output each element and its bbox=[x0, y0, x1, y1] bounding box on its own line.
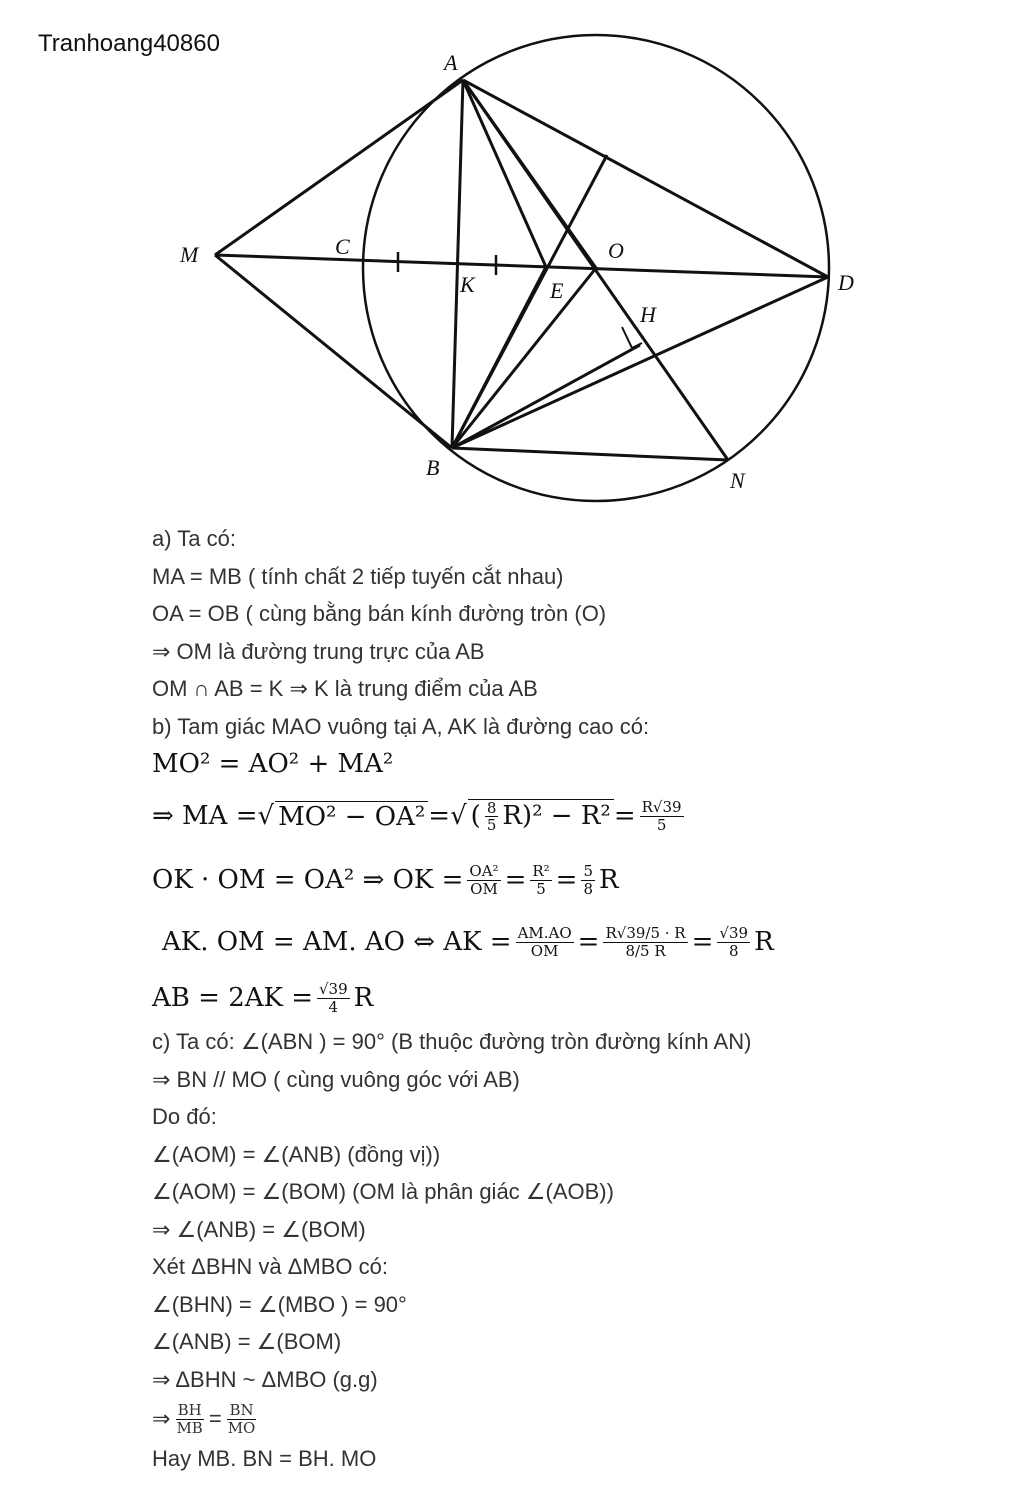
frac-num: 8 bbox=[486, 798, 497, 817]
fraction bbox=[516, 925, 574, 959]
equation-ma: ⇒ MA = √ MO² − OA² = √ ( $\frac{8}{5}$ R)² − R² = $\frac{R√39}{5}$ bbox=[152, 798, 682, 834]
fraction bbox=[226, 1402, 258, 1436]
frac-den: 4 bbox=[328, 997, 339, 1016]
equation-part: = bbox=[428, 801, 451, 831]
equation-part: = bbox=[577, 927, 600, 957]
frac-den: 8 bbox=[583, 879, 594, 898]
equation-text: MO² = AO² + MA² bbox=[152, 749, 394, 779]
frac-num: 5 bbox=[583, 862, 594, 880]
fraction bbox=[603, 925, 687, 959]
text-line: a) Ta có: bbox=[152, 526, 236, 551]
equation-part: OK · OM = OA² ⇒ OK = bbox=[152, 865, 464, 895]
segment-ma bbox=[215, 80, 463, 255]
frac-num: AM.AO bbox=[517, 924, 572, 942]
segment-mb bbox=[215, 255, 452, 448]
equation-part: = bbox=[691, 927, 714, 957]
frac-num: R√39 bbox=[641, 798, 682, 816]
text-line: ∠(AOM) = ∠(BOM) (OM là phân giác ∠(AOB)) bbox=[152, 1179, 614, 1204]
text-line: ∠(AOM) = ∠(ANB) (đồng vị)) bbox=[152, 1141, 441, 1167]
text-line: ⇒ OM là đường trung trực của AB bbox=[152, 638, 485, 664]
frac-num: BN bbox=[229, 1401, 254, 1419]
frac-den: 5 bbox=[536, 879, 546, 898]
equation-part: R bbox=[599, 865, 619, 895]
frac-den: OM bbox=[530, 941, 559, 960]
label-n: N bbox=[730, 468, 745, 493]
equation-part: AB = 2AK = bbox=[152, 983, 313, 1013]
label-e: E bbox=[550, 278, 564, 303]
frac-den: MO bbox=[227, 1418, 256, 1437]
equation-ak bbox=[162, 911, 912, 973]
frac-den: OM bbox=[470, 879, 498, 898]
text-line: c) Ta có: ∠(ABN ) = 90° (B thuộc đường tròn đường kính AN) bbox=[152, 1029, 752, 1054]
segment-md bbox=[215, 255, 828, 277]
label-h: H bbox=[640, 302, 656, 327]
text-line: MA = MB ( tính chất 2 tiếp tuyến cắt nhau) bbox=[152, 563, 564, 589]
text-line: ⇒ ∠(ANB) = ∠(BOM) bbox=[152, 1216, 366, 1242]
equation-part: R)² − R² bbox=[502, 800, 611, 831]
frac-num: R² bbox=[532, 862, 550, 880]
equation-part: R bbox=[353, 983, 374, 1013]
fraction bbox=[317, 981, 350, 1015]
equation-ab bbox=[152, 973, 912, 1023]
equation-part: ⇒ bbox=[152, 1406, 171, 1432]
frac-den: 8/5 R bbox=[625, 941, 666, 960]
equation-mo bbox=[152, 745, 912, 783]
frac-num: BH bbox=[177, 1401, 202, 1419]
equation-part: R bbox=[754, 927, 774, 957]
label-a: A bbox=[444, 50, 458, 75]
segment-ad bbox=[463, 80, 828, 277]
equation-part: ( bbox=[470, 800, 481, 831]
text-line: ⇒ BN // MO ( cùng vuông góc với AB) bbox=[152, 1066, 520, 1092]
text-line: b) Tam giác MAO vuông tại A, AK là đường cao có: bbox=[152, 713, 650, 739]
equation-part: ⇒ MA = bbox=[152, 801, 258, 831]
label-k: K bbox=[460, 272, 475, 297]
text-line: ∠(BHN) = ∠(MBO ) = 90° bbox=[152, 1291, 407, 1317]
equation-part: = bbox=[555, 865, 578, 895]
equation-ratio bbox=[152, 1398, 912, 1440]
fraction bbox=[174, 1402, 204, 1436]
segment-bn bbox=[452, 448, 728, 460]
frac-den: 5 bbox=[486, 816, 497, 834]
equation-part: = bbox=[504, 865, 527, 895]
fraction bbox=[485, 800, 499, 834]
equation-part: = bbox=[208, 1406, 222, 1432]
fraction bbox=[467, 863, 500, 897]
fraction bbox=[530, 863, 551, 897]
frac-den: 5 bbox=[656, 815, 667, 834]
sqrt-content bbox=[468, 799, 614, 834]
label-o: O bbox=[608, 238, 624, 263]
text-line: Hay MB. BN = BH. MO bbox=[152, 1446, 377, 1471]
label-b: B bbox=[426, 455, 440, 480]
frac-num: R√39/5 · R bbox=[605, 924, 686, 942]
equation-ok bbox=[152, 849, 912, 911]
label-c: C bbox=[335, 234, 350, 259]
fraction bbox=[717, 925, 750, 959]
frac-num: √39 bbox=[719, 924, 749, 942]
label-m: M bbox=[180, 242, 199, 267]
sqrt-content: MO² − OA² bbox=[275, 801, 428, 832]
watermark-text: Tranhoang40860 bbox=[38, 30, 220, 57]
equation-part: = bbox=[613, 801, 636, 831]
frac-num: OA² bbox=[469, 862, 499, 880]
equation-part: AK. OM = AM. AO ⇔ AK = bbox=[162, 927, 512, 957]
fraction bbox=[640, 799, 684, 833]
text-line: Do đó: bbox=[152, 1104, 217, 1129]
frac-den: 8 bbox=[728, 941, 739, 960]
label-d: D bbox=[838, 270, 854, 295]
text-line: OA = OB ( cùng bằng bán kính đường tròn (O) bbox=[152, 601, 607, 626]
geometry-figure bbox=[0, 0, 1024, 520]
frac-den: MB bbox=[176, 1418, 203, 1437]
fraction bbox=[581, 863, 595, 897]
text-line: Xét ΔBHN và ΔMBO có: bbox=[152, 1254, 389, 1279]
solution-text bbox=[152, 520, 912, 1478]
text-line: ∠(ANB) = ∠(BOM) bbox=[152, 1329, 342, 1354]
text-line: OM ∩ AB = K ⇒ K là trung điểm của AB bbox=[152, 676, 538, 701]
text-line: ⇒ ΔBHN ~ ΔMBO (g.g) bbox=[152, 1366, 378, 1392]
frac-num: √39 bbox=[319, 980, 348, 998]
segment-ae bbox=[463, 80, 546, 267]
